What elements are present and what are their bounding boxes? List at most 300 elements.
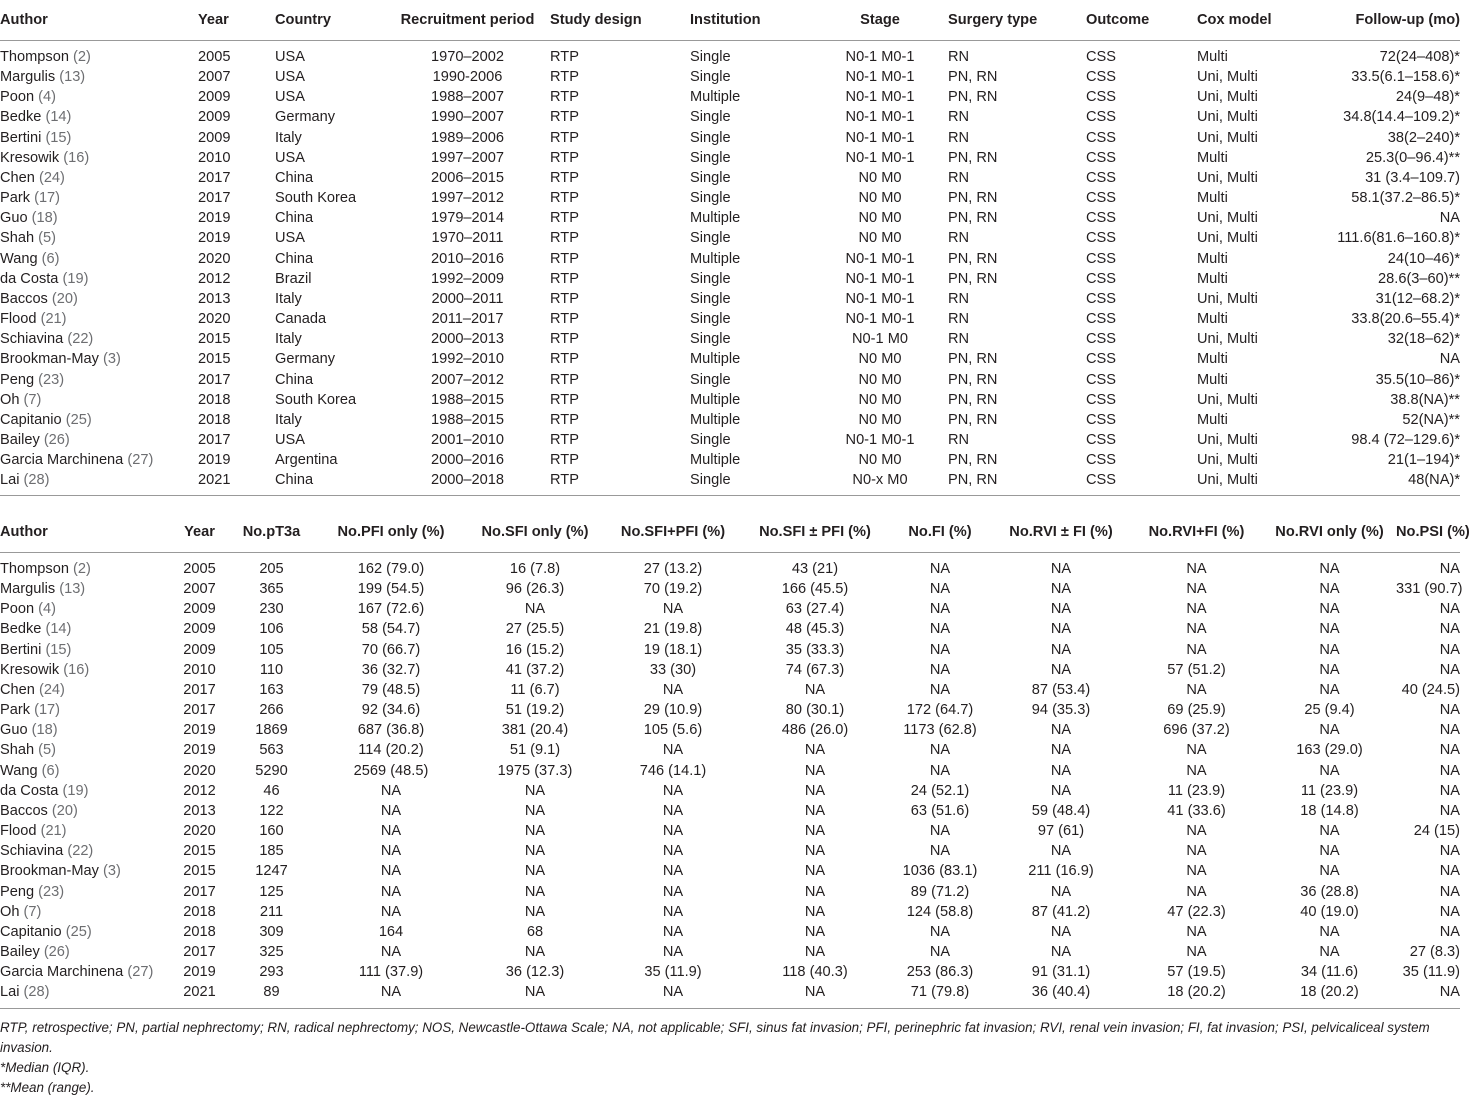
cell-outcome: CSS [1086,210,1117,227]
cell-cox: Uni, Multi [1197,431,1258,448]
cell-period: 2000–2018 [430,472,505,489]
data-cell: 205 [259,561,284,577]
data-cell: 2020 [183,762,216,779]
data-cell: 18 (14.8) [1300,802,1359,819]
cell-stage: N0-1 M0-1 [845,311,915,328]
data-cell: 16 (7.8) [509,561,561,577]
reference-number: (19) [62,270,89,287]
cell-institution: Multiple [690,89,741,106]
author-cell [0,942,172,962]
data-cell: 87 (41.2) [1031,903,1091,920]
data-cell: 51 (19.2) [505,702,565,719]
table-row [0,619,1460,639]
cell-stage: N0-1 M0-1 [845,290,915,307]
data-cell: 24 (15) [1413,823,1460,840]
cell-followup: 32(18–62)* [1387,331,1460,348]
data-cell: NA [1439,903,1460,920]
reference-number: (27) [127,452,154,469]
author-name: Guo [0,210,28,227]
cell-design: RTP [550,351,579,368]
data-cell: NA [380,802,402,819]
author-cell [0,801,172,821]
author-cell [0,107,198,127]
cell-followup: NA [1439,351,1460,368]
author-name: Wang [0,250,38,267]
data-cell: 16 (15.2) [505,641,565,658]
author-name: Garcia Marchinena [0,452,124,469]
cell-followup: 24(10–46)* [1387,250,1460,267]
data-cell: 41 (37.2) [505,661,565,678]
data-cell: NA [1319,641,1340,658]
cell-stage: N0-1 M0-1 [845,109,915,126]
cell-cox: Multi [1197,149,1228,166]
author-name: Brookman-May [0,863,99,880]
cell-institution: Multiple [690,250,741,267]
cell-followup: 98.4 (72–129.6)* [1351,431,1460,448]
cell-period: 2000–2011 [431,290,504,307]
author-name: Schiavina [0,331,64,348]
data-cell: 2009 [183,641,216,658]
cell-period: 2010–2016 [430,250,505,267]
cell-institution: Single [690,371,731,388]
cell-year: 2018 [198,391,231,408]
cell-followup: 25.3(0–96.4)** [1365,149,1460,166]
reference-number: (25) [65,411,92,428]
author-cell [0,680,172,700]
cell-design: RTP [550,411,579,428]
author-name: Baccos [0,290,48,307]
cell-followup: 21(1–194)* [1387,452,1460,469]
cell-country: China [275,169,314,186]
data-cell: 111 (37.9) [358,964,424,981]
data-cell: NA [1319,581,1340,598]
data-cell: 36 (12.3) [505,964,565,981]
cell-institution: Single [690,230,731,247]
cell-design: RTP [550,311,579,328]
author-cell [0,821,172,841]
cell-design: RTP [550,431,579,448]
data-cell: 97 (61) [1037,823,1085,840]
author-cell [0,309,198,329]
data-cell: NA [929,581,951,598]
data-cell: 696 (37.2) [1163,722,1230,739]
table-row [0,553,1460,580]
author-cell [0,329,198,349]
cell-followup: 72(24–408)* [1379,49,1460,65]
cell-design: RTP [550,290,579,307]
column-header: Cox model [1197,0,1307,41]
data-cell: NA [1186,581,1207,598]
data-cell: NA [524,601,546,618]
data-cell: NA [1050,581,1072,598]
table-row [0,148,1460,168]
table-row [0,740,1460,760]
cell-cox: Uni, Multi [1197,331,1258,348]
data-cell: 59 (48.4) [1031,802,1091,819]
data-cell: 687 (36.8) [357,722,425,739]
data-cell: 199 (54.5) [357,581,425,598]
cell-design: RTP [550,109,579,126]
author-cell [0,902,172,922]
cell-followup: 28.6(3–60)** [1378,270,1460,287]
cell-stage: N0-1 M0 [852,331,908,348]
cell-stage: N0-1 M0-1 [845,149,915,166]
cell-period: 2000–2016 [430,452,505,469]
reference-number: (13) [59,69,86,86]
cell-design: RTP [550,331,579,348]
reference-number: (6) [41,762,60,779]
author-name: Flood [0,823,37,840]
column-header: Outcome [1086,0,1197,41]
table-row [0,680,1460,700]
cell-institution: Single [690,331,731,348]
data-cell: 94 (35.3) [1031,702,1091,719]
data-cell: 122 [259,802,284,819]
author-cell [0,87,198,107]
cell-outcome: CSS [1086,270,1117,287]
data-cell: 63 (51.6) [910,802,970,819]
cell-followup: 33.5(6.1–158.6)* [1351,69,1460,86]
cell-country: USA [275,69,306,86]
author-name: Thompson [0,49,69,65]
cell-period: 2006–2015 [430,169,505,186]
table-row [0,228,1460,248]
cell-design: RTP [550,472,579,489]
author-name: Oh [0,391,20,408]
cell-outcome: CSS [1086,391,1117,408]
data-cell: NA [1186,621,1207,638]
data-cell: 18 (20.2) [1167,984,1226,1001]
data-cell: 46 [263,782,280,799]
median-note: *Median (IQR). [0,1060,90,1075]
data-cell: 162 (79.0) [357,561,425,577]
cell-cox: Uni, Multi [1197,109,1258,126]
author-name: Bedke [0,109,42,126]
reference-number: (7) [23,903,42,920]
cell-year: 2018 [198,411,231,428]
data-cell: NA [524,863,546,880]
data-cell: NA [1050,843,1072,860]
column-header: Surgery type [948,0,1086,41]
reference-number: (3) [103,351,121,368]
data-cell: NA [929,561,951,577]
table-row [0,309,1460,329]
reference-number: (15) [45,641,72,658]
author-cell [0,249,198,269]
data-cell: NA [524,903,546,920]
cell-institution: Single [690,270,731,287]
author-name: Margulis [0,69,56,86]
cell-period: 2011–2017 [431,311,504,328]
cell-design: RTP [550,210,579,227]
reference-number: (15) [45,129,72,146]
cell-surgery: PN, RN [948,472,998,489]
author-name: da Costa [0,782,59,799]
cell-country: Italy [275,331,302,348]
cell-cox: Multi [1197,311,1228,328]
data-cell: NA [1050,601,1072,618]
data-cell: 70 (19.2) [643,581,703,598]
data-cell: NA [804,843,826,860]
cell-surgery: PN, RN [948,391,998,408]
author-name: Schiavina [0,843,64,860]
cell-outcome: CSS [1086,431,1117,448]
author-cell [0,188,198,208]
data-cell: NA [380,823,402,840]
data-cell: 63 (27.4) [785,601,845,618]
data-cell: 185 [259,843,284,860]
data-cell: NA [804,863,826,880]
column-header: Follow-up (mo) [1307,0,1460,41]
data-cell: 253 (86.3) [906,964,974,981]
table-row [0,720,1460,740]
cell-year: 2021 [198,472,231,489]
cell-period: 1970–2002 [430,49,505,65]
cell-cox: Uni, Multi [1197,129,1258,146]
data-cell: 2013 [183,802,216,819]
cell-country: Brazil [275,270,312,287]
cell-year: 2010 [198,149,231,166]
cell-stage: N0 M0 [858,371,902,388]
cell-year: 2017 [198,431,231,448]
data-cell: 1173 (62.8) [903,722,977,739]
author-cell [0,660,172,680]
reference-number: (28) [23,472,50,489]
data-cell: NA [1186,641,1207,658]
cell-period: 2000–2013 [430,331,505,348]
data-cell: 163 (29.0) [1296,742,1363,759]
cell-surgery: PN, RN [948,452,998,469]
data-cell: 1036 (83.1) [902,863,978,880]
cell-stage: N0 M0 [858,169,902,186]
data-cell: 21 (19.8) [643,621,703,638]
cell-stage: N0-1 M0-1 [845,270,915,287]
data-cell: 309 [259,923,284,940]
cell-outcome: CSS [1086,109,1117,126]
cell-design: RTP [550,250,579,267]
data-cell: 172 (64.7) [906,702,974,719]
author-name: Lai [0,472,20,489]
data-cell: 27 (8.3) [1409,943,1460,960]
table-row [0,942,1460,962]
data-cell: 2007 [183,581,216,598]
cell-surgery: RN [948,109,970,126]
data-cell: 211 (16.9) [1028,863,1094,880]
reference-number: (13) [59,581,86,598]
data-cell: 266 [259,702,284,719]
cell-design: RTP [550,89,579,106]
data-cell: 2017 [183,883,216,900]
author-cell [0,349,198,369]
column-header: Institution [690,0,812,41]
data-cell: NA [929,923,951,940]
data-cell: 24 (52.1) [910,782,970,799]
table-row [0,902,1460,922]
cell-cox: Uni, Multi [1197,89,1258,106]
cell-period: 1992–2009 [430,270,505,287]
data-cell: NA [662,863,684,880]
author-cell [0,208,198,228]
data-cell: NA [1050,943,1072,960]
table-row [0,821,1460,841]
data-cell: 114 (20.2) [358,742,424,759]
data-cell: 33 (30) [649,661,697,678]
data-cell: 2015 [183,863,216,880]
data-cell: NA [1186,823,1207,840]
study-characteristics-table [0,0,1460,496]
cell-institution: Single [690,109,731,126]
author-cell [0,882,172,902]
cell-year: 2017 [198,169,231,186]
author-name: Thompson [0,561,69,577]
cell-institution: Single [690,290,731,307]
author-name: Bedke [0,621,42,638]
data-cell: NA [1439,984,1460,1001]
cell-year: 2009 [198,109,231,126]
table-row [0,430,1460,450]
cell-followup: 31 (3.4–109.7) [1365,169,1460,186]
abbreviations-note: RTP, retrospective; PN, partial nephrectomy; RN, radical nephrectomy; NOS, Newcastle-Ottawa Scale; NA, not applicable; SFI, sinus fat invasion; PFI, perinephric fat invasion; RVI, renal vein invasion; FI, fat invasion; PSI, pelvicaliceal system invasion. [0,1020,1430,1055]
data-cell: NA [804,923,826,940]
author-cell [0,269,198,289]
cell-surgery: RN [948,290,970,307]
reference-number: (5) [38,742,56,759]
cell-outcome: CSS [1086,149,1117,166]
cell-design: RTP [550,169,579,186]
data-cell: 41 (33.6) [1167,802,1226,819]
data-cell: 2017 [183,681,216,698]
data-cell: 40 (19.0) [1300,903,1359,920]
cell-outcome: CSS [1086,311,1117,328]
reference-number: (19) [62,782,89,799]
cell-cox: Multi [1197,371,1228,388]
cell-design: RTP [550,452,579,469]
table-header-row [0,0,1460,41]
data-cell: 2020 [183,823,216,840]
data-cell: 57 (51.2) [1167,661,1226,678]
data-cell: 29 (10.9) [643,702,703,719]
cell-followup: NA [1439,210,1460,227]
data-cell: NA [380,984,402,1001]
author-cell [0,128,198,148]
data-cell: 2005 [183,561,216,577]
data-cell: 164 [378,923,404,940]
table-row [0,962,1460,982]
data-cell: 2017 [183,943,216,960]
cell-institution: Single [690,169,731,186]
cell-stage: N0-1 M0-1 [845,69,915,86]
data-cell: NA [929,843,951,860]
cell-surgery: PN, RN [948,210,998,227]
data-cell: NA [1439,843,1460,860]
reference-number: (27) [127,964,154,981]
data-cell: NA [1439,802,1460,819]
reference-number: (22) [67,843,94,860]
data-cell: NA [662,943,684,960]
table-row [0,128,1460,148]
author-cell [0,781,172,801]
reference-number: (2) [73,49,91,65]
table-row [0,67,1460,87]
reference-number: (14) [45,109,72,126]
cell-year: 2013 [198,290,231,307]
data-cell: 27 (25.5) [505,621,565,638]
cell-design: RTP [550,149,579,166]
data-cell: 118 (40.3) [782,964,848,981]
data-cell: NA [1050,561,1072,577]
reference-number: (21) [40,311,67,328]
cell-year: 2005 [198,49,231,65]
data-cell: 124 (58.8) [906,903,974,920]
data-cell: NA [662,742,684,759]
table-row [0,188,1460,208]
data-cell: 57 (19.5) [1167,964,1226,981]
table-row [0,87,1460,107]
data-cell: NA [804,984,826,1001]
column-header: Study design [550,0,690,41]
data-cell: NA [1186,943,1207,960]
cell-surgery: PN, RN [948,89,998,106]
cell-period: 1990–2007 [430,109,505,126]
author-name: Oh [0,903,20,920]
cell-period: 1989–2006 [430,129,505,146]
cell-country: China [275,472,314,489]
author-cell [0,841,172,861]
data-cell: 48 (45.3) [785,621,845,638]
cell-country: USA [275,431,306,448]
data-cell: NA [1319,863,1340,880]
cell-cox: Multi [1197,190,1228,207]
cell-institution: Single [690,129,731,146]
table-row [0,761,1460,781]
cell-period: 1970–2011 [431,230,504,247]
cell-cox: Uni, Multi [1197,69,1258,86]
reference-number: (5) [38,230,56,247]
data-cell: 35 (11.9) [1402,964,1460,981]
data-cell: 166 (45.5) [781,581,849,598]
data-cell: NA [380,943,402,960]
data-cell: 87 (53.4) [1031,681,1091,698]
column-header: No.PFI only (%) [316,512,466,553]
data-cell: 36 (40.4) [1031,984,1091,1001]
data-cell: NA [804,742,826,759]
cell-design: RTP [550,129,579,146]
data-cell: 68 [526,923,544,940]
reference-number: (18) [31,722,58,739]
reference-number: (2) [73,561,91,577]
cell-followup: 33.8(20.6–55.4)* [1351,311,1460,328]
cell-stage: N0-1 M0-1 [845,250,915,267]
cell-followup: 52(NA)** [1402,411,1460,428]
data-cell: NA [804,681,826,698]
data-cell: 2019 [183,964,216,981]
cell-cox: Uni, Multi [1197,452,1258,469]
data-cell: NA [1319,943,1340,960]
data-cell: 365 [259,581,284,598]
data-cell: NA [929,823,951,840]
cell-surgery: PN, RN [948,371,998,388]
cell-year: 2015 [198,331,231,348]
cell-outcome: CSS [1086,169,1117,186]
data-cell: NA [1186,681,1207,698]
cell-cox: Uni, Multi [1197,230,1258,247]
author-name: Poon [0,601,35,618]
cell-year: 2017 [198,190,231,207]
cell-country: Argentina [275,452,338,469]
cell-country: USA [275,149,306,166]
cell-year: 2019 [198,210,231,227]
data-cell: NA [1186,843,1207,860]
